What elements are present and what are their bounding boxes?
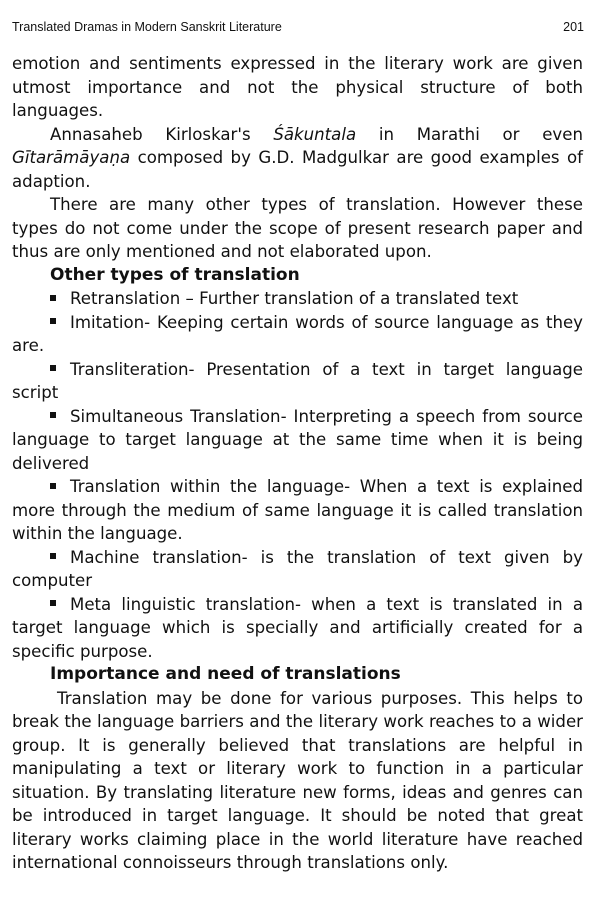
bullet-icon bbox=[50, 600, 56, 606]
bullet-icon bbox=[50, 483, 56, 489]
list-item-text: Simultaneous Translation- Interpreting a speech from source language to target language at the same time when it is being delivered bbox=[12, 406, 583, 473]
list-item bbox=[12, 287, 583, 311]
work-title-gitaramayana: Gītarāmāyaṇa bbox=[12, 148, 131, 167]
list-item bbox=[12, 475, 583, 546]
page-number: 201 bbox=[563, 20, 584, 34]
bullet-icon bbox=[50, 553, 56, 559]
bullet-icon bbox=[50, 318, 56, 324]
bullet-icon bbox=[50, 365, 56, 371]
bullet-icon bbox=[50, 412, 56, 418]
list-item-text: Retranslation – Further translation of a translated text bbox=[70, 289, 519, 308]
running-header bbox=[12, 20, 584, 34]
heading-other-types: Other types of translation bbox=[50, 264, 300, 285]
bullet-icon bbox=[50, 295, 56, 301]
work-title-sakuntala: Śākuntala bbox=[273, 124, 357, 144]
text-segment: in Marathi or even bbox=[356, 124, 583, 144]
list-item bbox=[12, 546, 583, 593]
list-item bbox=[12, 405, 583, 476]
list-item-text: Translation within the language- When a text is explained more through the medium of same language it is called translation within the language. bbox=[12, 477, 583, 543]
list-item-text: Machine translation- is the translation of text given by computer bbox=[12, 547, 583, 590]
list-item bbox=[12, 311, 583, 358]
page-body bbox=[12, 52, 583, 875]
list-item-text: Meta linguistic translation- when a text is translated in a target language which is specially and artificially created for a specific purpose. bbox=[12, 594, 583, 661]
paragraph-importance: Translation may be done for various purposes. This helps to break the language barriers and the literary work reaches to a wider group. It is generally believed that translations are helpful in manipulating a text or literary work to function in a particular situation. By translating literature new forms, ideas and genres can be introduced in target language. It should be noted that great literary works claiming place in the world literature have reached international connoisseurs through translations only. bbox=[12, 688, 583, 872]
list-item bbox=[12, 593, 583, 664]
list-item-text: Transliteration- Presentation of a text in target language script bbox=[12, 359, 583, 402]
paragraph-adaption-examples bbox=[12, 123, 583, 194]
heading-importance: Importance and need of translations bbox=[50, 664, 401, 684]
text-segment: composed by G.D. Madgulkar are good examples of adaption. bbox=[12, 148, 583, 191]
paragraph-continuation: emotion and sentiments expressed in the literary work are given utmost importance and not the physical structure of both languages. bbox=[12, 54, 583, 120]
text-segment: Annasaheb Kirloskar's bbox=[50, 124, 274, 144]
paragraph-other-types-intro: There are many other types of translation. However these types do not come under the scope of present research paper and thus are only mentioned and not elaborated upon. bbox=[12, 195, 583, 261]
list-item bbox=[12, 358, 583, 405]
list-item-text: Imitation- Keeping certain words of source language as they are. bbox=[12, 312, 583, 355]
running-title: Translated Dramas in Modern Sanskrit Literature bbox=[12, 20, 282, 34]
